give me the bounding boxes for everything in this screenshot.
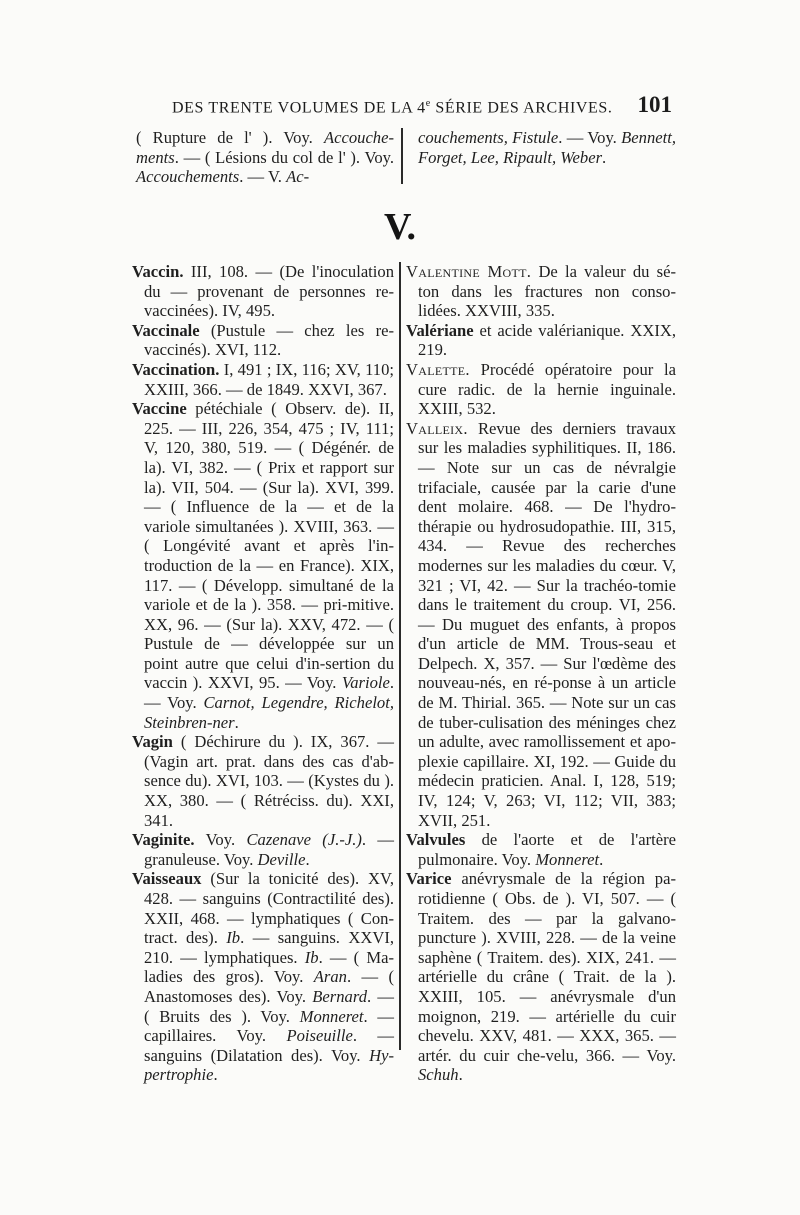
index-entry	[132, 732, 394, 830]
entry-reference: Deville	[257, 849, 306, 869]
index-right-column	[406, 262, 676, 1085]
entry-headword: Valleix.	[406, 418, 468, 438]
entry-reference: Aran	[313, 967, 347, 987]
entry-reference: Monneret	[535, 849, 600, 869]
entry-reference: Monneret	[299, 1006, 364, 1026]
entry-text: .	[458, 1065, 463, 1085]
entry-headword: Varice	[406, 869, 452, 889]
entry-text: .	[234, 712, 239, 732]
entry-reference: Poiseuille	[286, 1026, 353, 1046]
entry-reference: Hy-pertrophie	[144, 1045, 394, 1085]
index-entry	[132, 869, 394, 1085]
entry-text: . — sanguins (Dilatation des). Voy.	[144, 1026, 395, 1065]
entry-headword: Vaisseaux	[132, 869, 202, 889]
entry-reference: Ib	[304, 947, 319, 967]
entry-text: et acide valérianique. XXIX, 219.	[418, 320, 676, 360]
entry-text: I, 491 ; IX, 116; XV, 110; XXIII, 366. — de 1849. XXVI, 367.	[144, 359, 394, 399]
entry-headword: Vagin	[132, 732, 173, 752]
entry-reference: Ib	[226, 928, 241, 948]
entry-reference: Variole	[341, 673, 390, 693]
index-entry	[406, 321, 676, 360]
entry-reference: Cazenave (J.-J.)	[246, 830, 362, 850]
entry-headword: Vaccination.	[132, 359, 220, 379]
index-left-column	[132, 262, 394, 1085]
entry-text: Procédé opératoire pour la cure radic. de la hernie inguinale. XXIII, 532.	[418, 359, 676, 419]
index-entry	[132, 321, 394, 360]
entry-text: . — sanguins. XXVI, 210. — lymphatiques.	[144, 928, 394, 967]
entry-headword: Valvules	[406, 830, 466, 850]
index-entry	[406, 262, 676, 321]
section-letter: V.	[384, 206, 417, 248]
page-header	[172, 92, 672, 128]
entry-reference: Carnot, Legendre, Richelot, Steinbren-ner	[144, 693, 394, 732]
entry-headword: Valériane	[406, 320, 474, 340]
entry-reference: Bernard	[312, 986, 367, 1006]
entry-text: . — ( Bruits des ). Voy.	[144, 986, 395, 1026]
entry-headword: Vaginite.	[132, 830, 195, 850]
entry-headword: Valentine Mott.	[406, 262, 532, 281]
entry-headword: Vaccine	[132, 399, 187, 419]
entry-text: (Pustule — chez les re-vaccinés). XVI, 112.	[144, 320, 394, 360]
column-divider-top	[401, 128, 403, 184]
entry-text: Voy.	[194, 830, 247, 850]
continuation-left-column	[136, 128, 394, 187]
entry-text: anévrysmale de la région pa-rotidienne ( Obs. de ). VI, 507. — ( Traitem. des — par la galvano-puncture ). XVIII, 228. — de la veine saphène ( Traitem. des). XIX, 241. — artérielle du crâne ( Trait. de la ). XXIII, 105. — anévrysmale d'un moignon, 219. — artérielle du cuir chevelu. XXV, 481. — XXX, 365. — artér. du cuir che-velu, 366. — Voy.	[418, 869, 676, 1065]
entry-text: pétéchiale ( Observ. de). II, 225. — III, 226, 354, 475 ; IV, 111; V, 120, 380, 519. — ( Dégénér. de la). VI, 382. — ( Prix et rapport sur la). VII, 504. — (Sur la). XVI, 399. — ( Influence de la — et de la variole simultanées ). XVIII, 363. — ( Longévité avant et après l'in-troduction de la — en France). XIX, 117. — ( Développ. simultané de la variole et de la ). 358. — pri-mitive. XX, 96. — (Sur la). XXV, 472. — ( Pustule de — développée sur un point autre que celui d'in-sertion du vaccin ). XXVI, 95. — Voy.	[144, 399, 394, 693]
entry-text: . — ( Anastomoses des). Voy.	[144, 967, 394, 1006]
entry-headword: Vaccinale	[132, 320, 200, 340]
entry-text: Revue des derniers travaux sur les maladies syphilitiques. II, 186.— Note sur un cas de névralgie trifaciale, causée par la carie d'une dent molaire. 468. — De l'hydro-thérapie ou hydrosudopathie. III, 315, 434. — Revue des recherches modernes sur les maladies du cœur. V, 321 ; VI, 42. — Sur la trachéo-tomie dans le traitement du croup. VI, 256. — Du muguet des enfants, à propos d'un article de MM. Trous-seau et Delpech. X, 357. — Sur l'œdème des nouveau-nés, en ré-ponse à un article de M. Thirial. 365. — Note sur un cas de tuber-culisation des méninges chez un adulte, avec ramollissement et apo-plexie capillaire. XI, 192. — Guide du médecin praticien. Anal. I, 128, 519; IV, 124; V, 263; VI, 112; VII, 383; XVII, 251.	[418, 418, 676, 830]
page-number: 101	[637, 92, 672, 117]
index-entry	[132, 262, 394, 321]
entry-text: ( Déchirure du ). IX, 367. — (Vagin art. prat. dans des cas d'ab-sence du). XVI, 103. — (Kystes du ). XX, 380. — ( Rétréciss. du). XXI, 341.	[144, 732, 394, 830]
entry-text: . — capillaires. Voy.	[144, 1006, 394, 1046]
entry-text: III, 108. — (De l'inoculation du — provenant de personnes re-vaccinées). IV, 495.	[144, 262, 394, 321]
entry-text: . — Voy.	[144, 673, 394, 713]
entry-text: .	[213, 1065, 218, 1085]
index-entry	[132, 360, 394, 399]
entry-text: (Sur la tonicité des). XV, 428. — sanguins (Contractilité des). XXII, 468. — lymphatiques ( Con-tract. des).	[144, 869, 394, 948]
running-title: DES TRENTE VOLUMES DE LA 4e SÉRIE DES ARCHIVES.	[172, 98, 613, 117]
continuation-right-column	[418, 128, 676, 167]
entry-text: De la valeur du sé-ton dans les fractures non conso-lidées. XXVIII, 335.	[418, 262, 676, 321]
index-entry	[406, 419, 676, 830]
entry-headword: Vaccin.	[132, 262, 184, 281]
entry-reference: Schuh	[418, 1065, 459, 1085]
entry-text: . — granuleuse. Voy.	[144, 830, 395, 869]
index-entry	[406, 869, 676, 1085]
entry-text: de l'aorte et de l'artère pulmonaire. Voy.	[418, 830, 676, 869]
entry-text: .	[599, 849, 604, 869]
index-entry	[132, 399, 394, 732]
continuation-text: couchements, Fistule. — Voy. Bennett, Forget, Lee, Ripault, Weber.	[418, 128, 676, 167]
entry-headword: Valette.	[406, 359, 470, 379]
index-entry	[132, 830, 394, 869]
index-entry	[406, 830, 676, 869]
continuation-text: ( Rupture de l' ). Voy. Accouche-ments. — ( Lésions du col de l' ). Voy. Accouchements. — V. Ac-	[136, 128, 394, 187]
entry-text: .	[305, 849, 310, 869]
entry-text: . — ( Ma-ladies des gros). Voy.	[144, 947, 395, 987]
column-divider	[399, 262, 401, 1050]
index-entry	[406, 360, 676, 419]
